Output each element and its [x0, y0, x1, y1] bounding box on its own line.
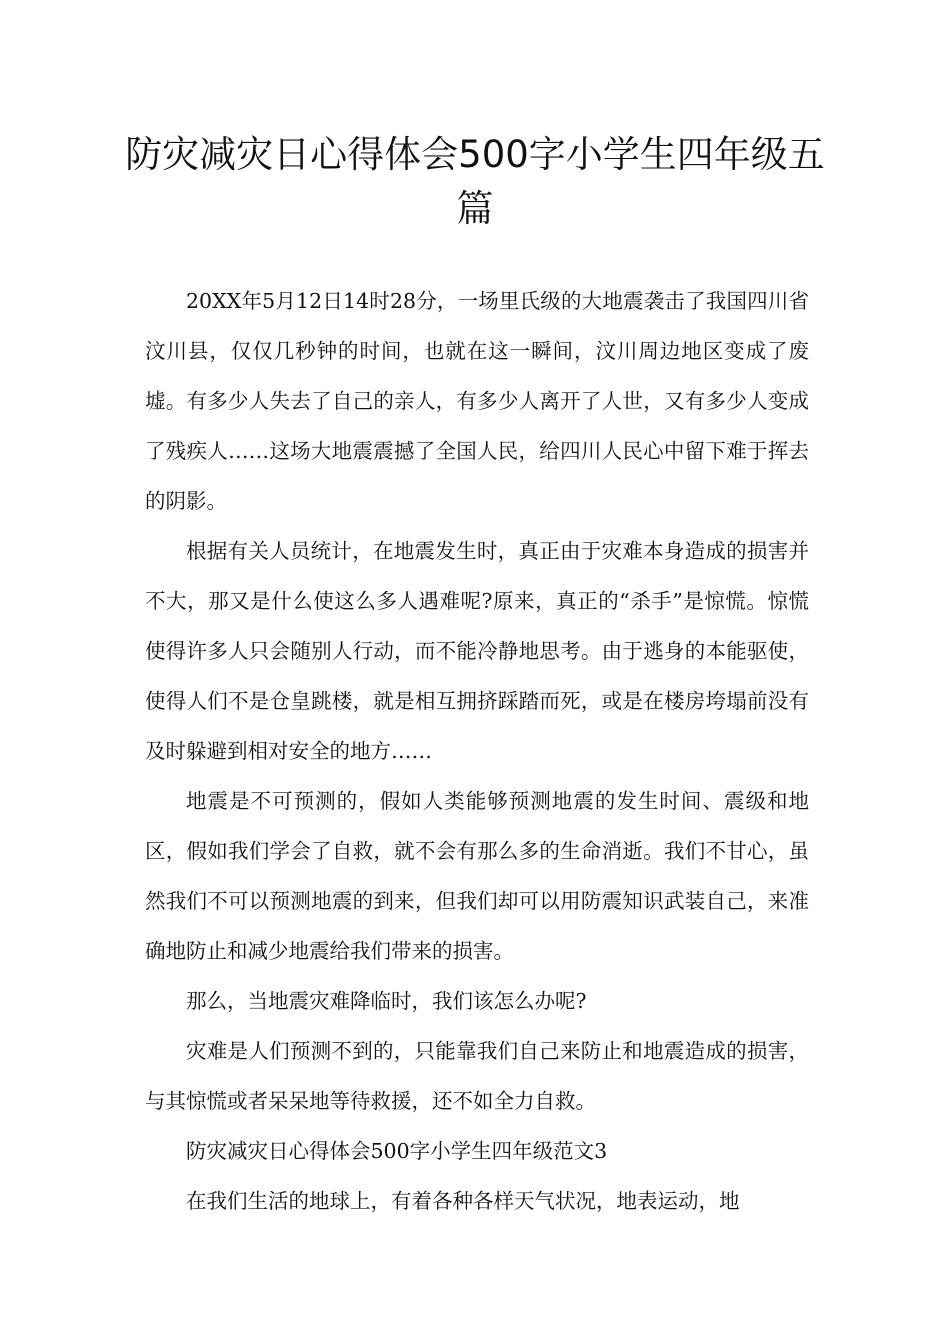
paragraph-5: 灾难是人们预测不到的，只能靠我们自己来防止和地震造成的损害，与其惊慌或者呆呆地等待救援，还不如全力自救。: [145, 1039, 809, 1113]
paragraph-6: 在我们生活的地球上，有着各种各样天气状况，地表运动，地: [186, 1189, 740, 1213]
paragraph-1: 20XX年5月12日14时28分，一场里氏级的大地震袭击了我国四川省汶川县，仅仅几秒钟的时间，也就在这一瞬间，汶川周边地区变成了废墟。有多少人失去了自己的亲人，有多少人离开了人世，又有多少人变成了残疾人……这场大地震震撼了全国人民，给四川人民心中留下难于挥去的阴影。: [145, 289, 809, 513]
section-heading-3: 防灾减灾日心得体会500字小学生四年级范文3: [186, 1139, 608, 1163]
page-title: 防灾减灾日心得体会500字小学生四年级五篇: [125, 133, 825, 230]
paragraph-4: 那么，当地震灾难降临时，我们该怎么办呢?: [186, 989, 587, 1013]
paragraph-2: 根据有关人员统计，在地震发生时，真正由于灾难本身造成的损害并不大，那又是什么使这么多人遇难呢?原来，真正的“杀手”是惊慌。惊慌使得许多人只会随别人行动，而不能冷静地思考。由于逃身的本能驱使，使得人们不是仓皇跳楼，就是相互拥挤踩踏而死，或是在楼房垮塌前没有及时躲避到相对安全的地方……: [145, 539, 809, 763]
paragraph-3: 地震是不可预测的，假如人类能够预测地震的发生时间、震级和地区，假如我们学会了自救，就不会有那么多的生命消逝。我们不甘心，虽然我们不可以预测地震的到来，但我们却可以用防震知识武装自己，来准确地防止和减少地震给我们带来的损害。: [145, 789, 809, 963]
document-body: [145, 276, 809, 1226]
